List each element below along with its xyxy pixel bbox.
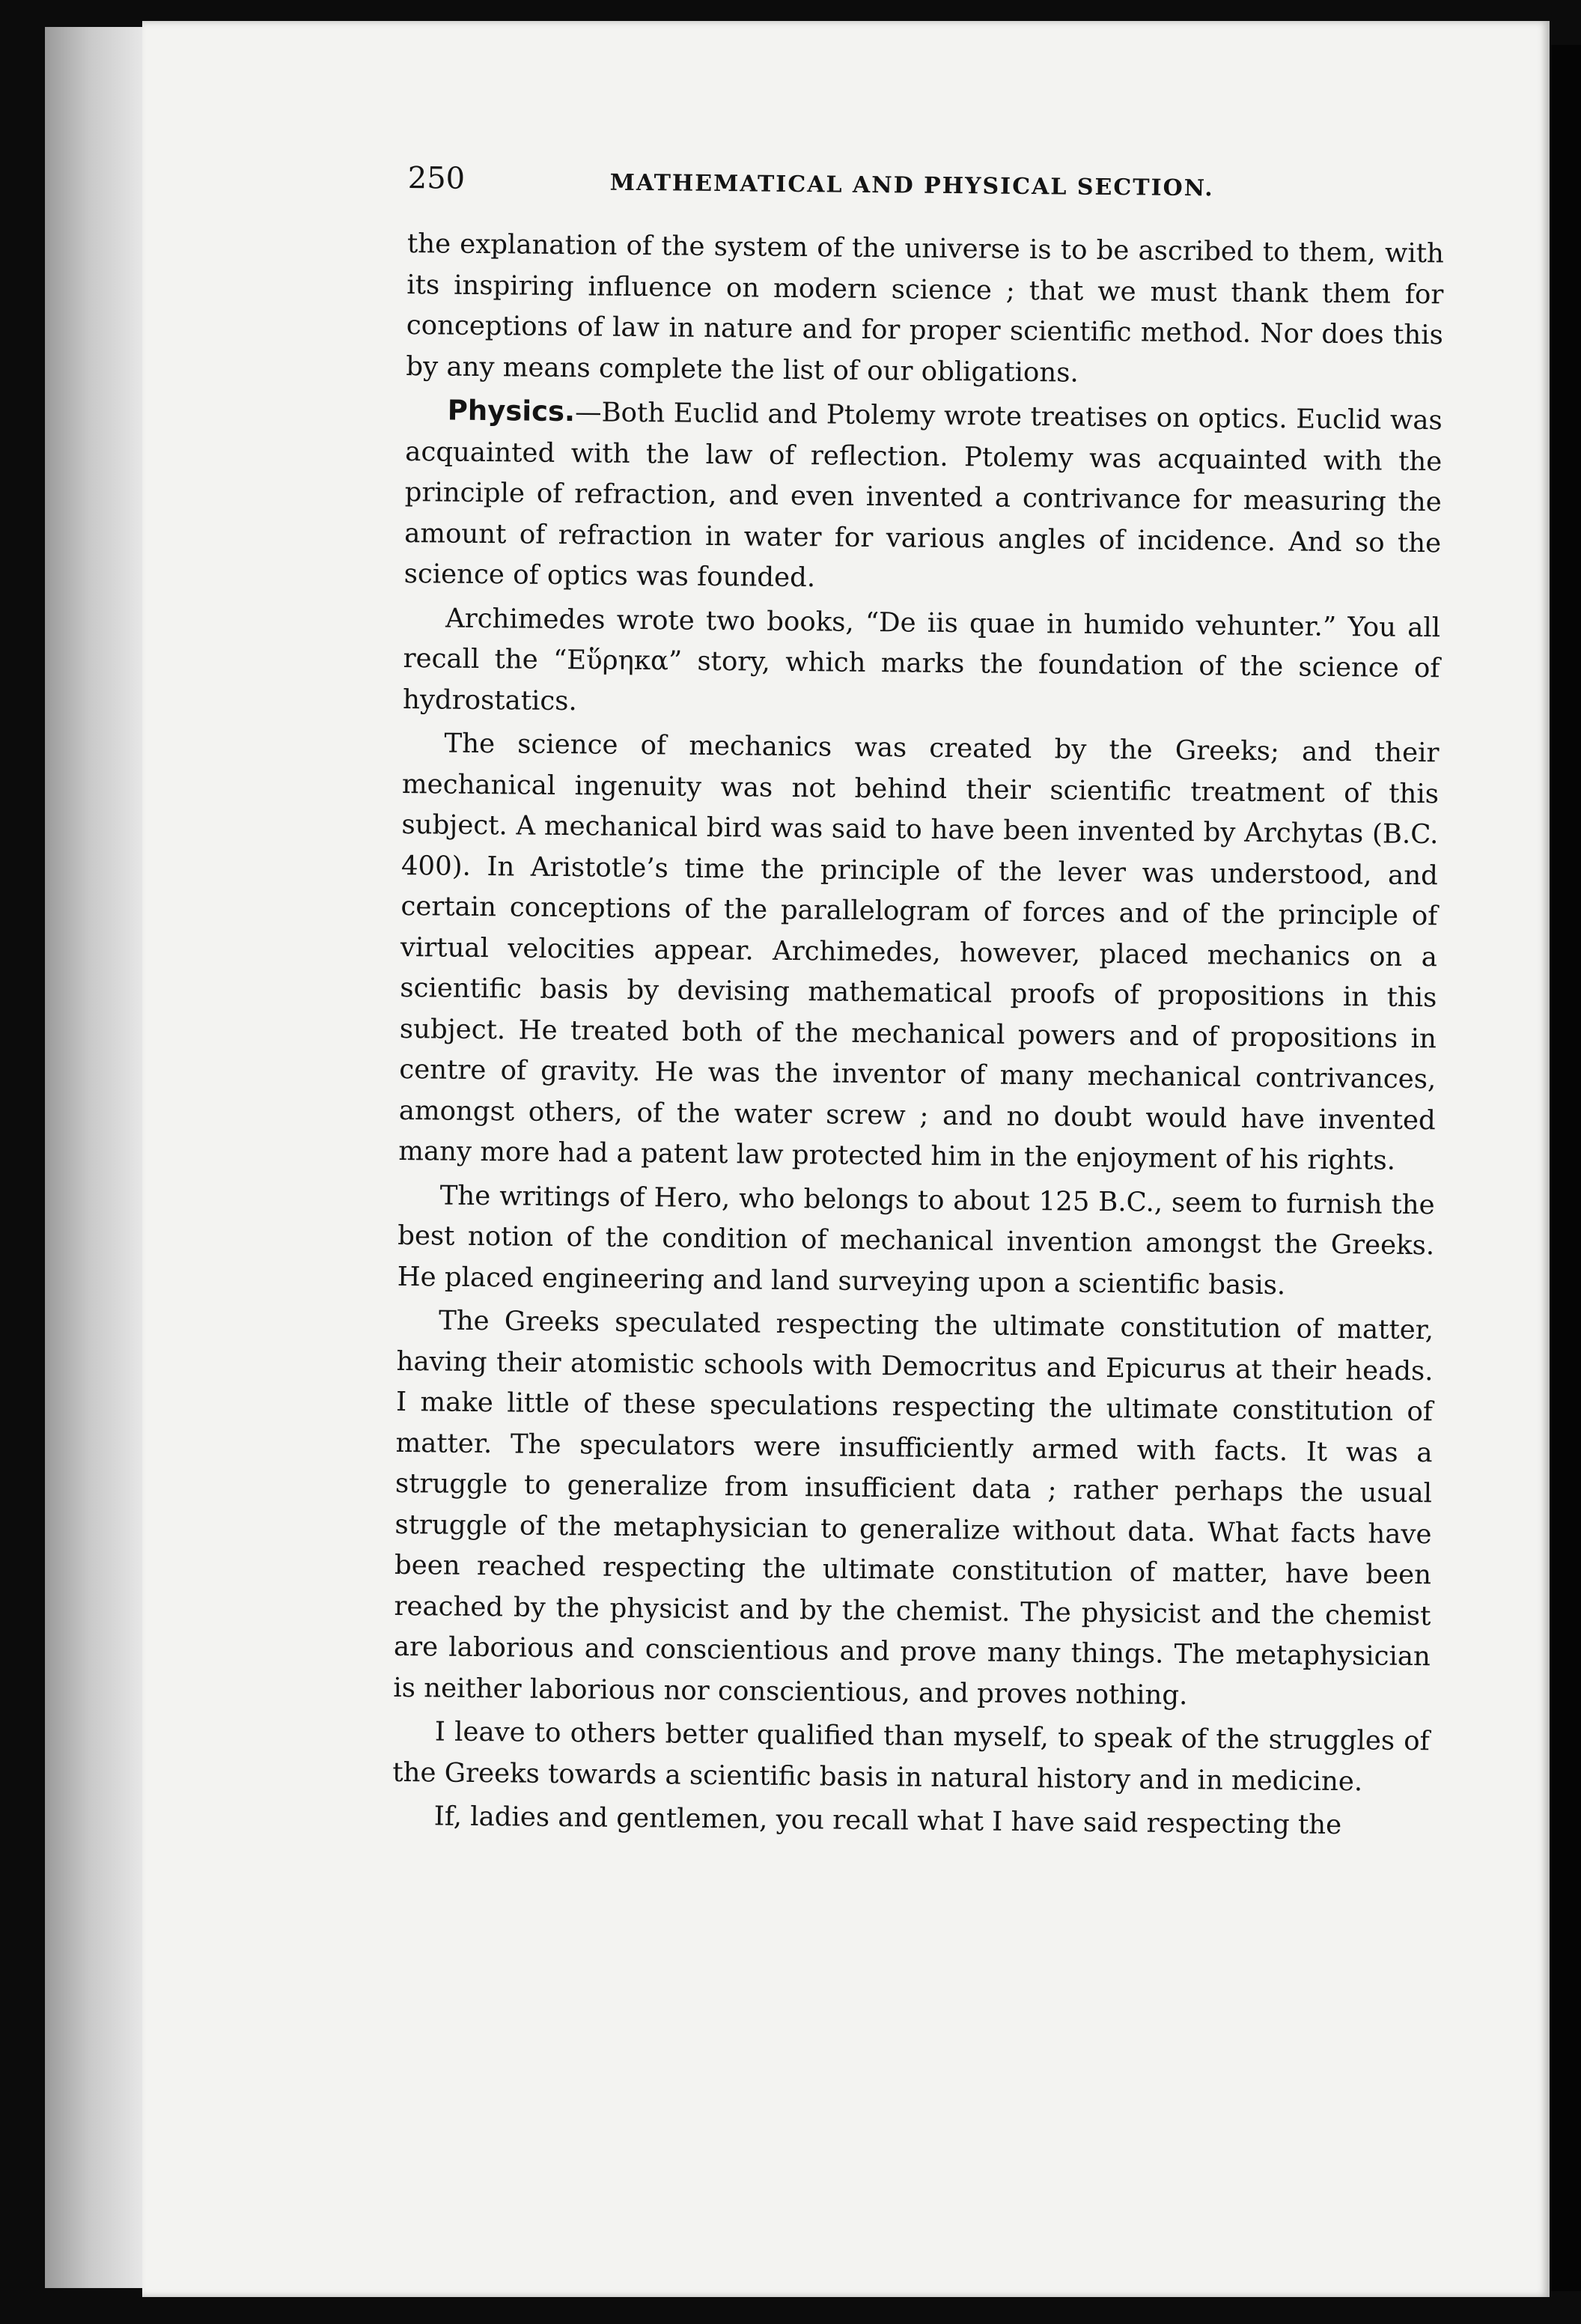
book-page-edges: [45, 27, 157, 2288]
paragraph-natural-history: I leave to others better qualified than myself, to speak of the struggles of the Greeks towards a scientific basis in natural history and in medicine.: [392, 1716, 1430, 1797]
running-head: [407, 161, 1445, 223]
physics-paragraph-text: —Both Euclid and Ptolemy wrote treatises on optics. Euclid was acquainted with the law of reflection. Ptolemy was acquainted with the principle of refraction, and even invented a contrivance for measuring the amount of refraction in water for various angles of incidence. And so the science of optics was founded.: [403, 397, 1443, 594]
scan-border: [1551, 45, 1581, 2291]
page-text-block: [392, 161, 1444, 1850]
paragraph-mechanics: The science of mechanics was created by the Greeks; and their mechanical ingenuity was not behind their scientific treatment of this subject. A mechanical bird was said to have been invented by Archytas (B.C. 400). In Aristotle’s time the principle of the lever was understood, and certain conceptions of the parallelogram of forces and of the principle of virtual velocities appear. Archimedes, however, placed mechanics on a scientific basis by devising mathematical proofs of propositions in this subject. He treated both of the mechanical powers and of propositions in centre of gravity. He was the inventor of many mechanical contrivances, amongst others, of the water screw ; and no doubt would have invented many more had a patent law protected him in the enjoyment of his rights.: [398, 728, 1440, 1176]
page-number: 250: [407, 161, 466, 196]
section-title: MATHEMATICAL AND PHYSICAL SECTION.: [609, 169, 1214, 202]
paragraph-matter: The Greeks speculated respecting the ultimate constitution of matter, having their atomistic schools with Democritus and Epicurus at their heads. I make little of these speculations respecting the ultimate constitution of matter. The speculators were insufficiently armed with facts. It was a struggle to generalize from insufficient data ; rather perhaps the usual struggle of the metaphysician to generalize without data. What facts have been reached respecting the ultimate constitution of matter, have been reached by the physicist and by the chemist. The physicist and the chemist are laborious and conscientious and prove many things. The metaphysician is neither laborious nor conscientious, and proves nothing.: [393, 1305, 1434, 1711]
paragraph-physics: [403, 390, 1443, 605]
paragraph-final-line: If, ladies and gentlemen, you recall what I have said respecting the: [433, 1801, 1342, 1841]
paragraph-hero: The writings of Hero, who belongs to about 125 B.C., seem to furnish the best notion of the condition of mechanical invention amongst the Greeks. He placed engineering and land surveying upon a scientific basis.: [397, 1179, 1435, 1301]
paragraph-archimedes: Archimedes wrote two books, “De iis quae in humido vehunter.” You all recall the “Εὕρηκα” story, which marks the foundation of the science of hydrostatics.: [402, 603, 1441, 717]
paragraph-continuation: the explanation of the system of the universe is to be ascribed to them, with its inspiring influence on modern science ; that we must thank them for conceptions of law in nature and for proper scientific method. Nor does this by any means complete the list of our obligations.: [406, 228, 1445, 389]
physics-heading: Physics.: [447, 394, 576, 428]
